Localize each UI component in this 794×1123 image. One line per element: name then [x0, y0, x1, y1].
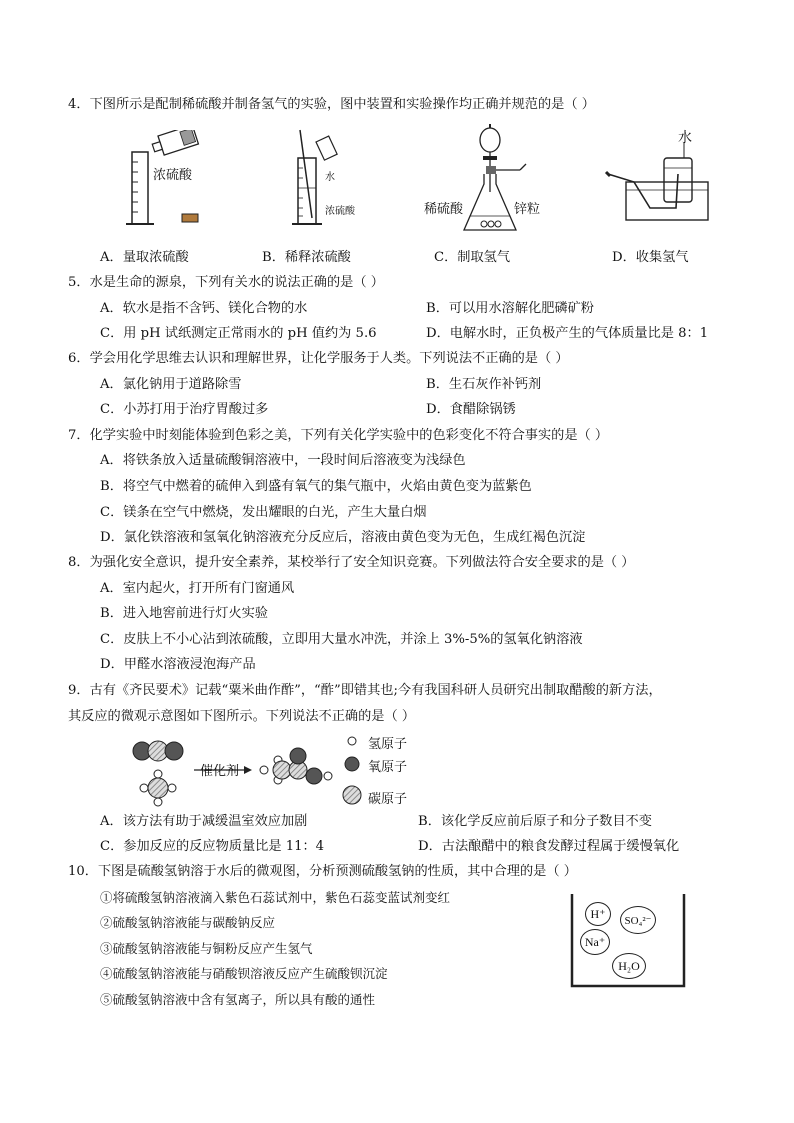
q10-item-4: ④硫酸氢钠溶液能与硝酸钡溶液反应产生硫酸钡沉淀 — [100, 966, 388, 981]
q7-option-b: B．将空气中燃着的硫伸入到盛有氧气的集气瓶中，火焰由黄色变为蓝紫色 — [100, 479, 532, 494]
q10-ion-h: H⁺ — [585, 902, 611, 926]
q9-option-a: A．该方法有助于减缓温室效应加剧 — [100, 814, 308, 829]
q4-label-conc-acid-small: 浓硫酸 — [325, 206, 355, 217]
q6-option-b: B．生石灰作补钙剂 — [426, 377, 542, 392]
q6-option-a: A．氯化钠用于道路除雪 — [100, 377, 242, 392]
q7-option-a: A．将铁条放入适量硫酸铜溶液中，一段时间后溶液变为浅绿色 — [100, 453, 466, 468]
q7-stem: 7．化学实验中时刻能体验到色彩之美，下列有关化学实验中的色彩变化不符合事实的是（ ） — [68, 428, 609, 443]
q10-item-3: ③硫酸氢钠溶液能与铜粉反应产生氢气 — [100, 941, 313, 956]
q4-stem: 4．下图所示是配制稀硫酸并制备氢气的实验，图中装置和实验操作均正确并规范的是（ ） — [68, 97, 595, 112]
q4-label-conc-acid: 浓硫酸 — [153, 168, 193, 183]
q9-stem-line1: 9．古有《齐民要术》记载“粟米曲作酢”，“酢”即错其也;今有我国科研人员研究出制取醋酸的新方法， — [68, 683, 662, 698]
q9-legend-symbols — [340, 733, 364, 809]
q4-figure-d — [604, 124, 714, 234]
q10-ion-so4: SO₄²⁻ — [620, 906, 656, 934]
q9-option-b: B．该化学反应前后原子和分子数目不变 — [418, 814, 652, 829]
q10-item-2: ②硫酸氢钠溶液能与碳酸钠反应 — [100, 915, 276, 930]
q10-item-5: ⑤硫酸氢钠溶液中含有氢离子，所以具有酸的通性 — [100, 992, 376, 1007]
q6-stem: 6．学会用化学思维去认识和理解世界，让化学服务于人类。下列说法不正确的是（ ） — [68, 351, 569, 366]
q8-option-b: B．进入地窖前进行灯火实验 — [100, 606, 268, 621]
q4-label-water2: 水 — [678, 130, 692, 146]
q8-stem: 8．为强化安全意识，提升安全素养，某校举行了安全知识竞赛。下列做法符合安全要求的是（ ） — [68, 555, 635, 570]
q5-stem: 5．水是生命的源泉，下列有关水的说法正确的是（ ） — [68, 275, 384, 290]
q8-option-a: A．室内起火，打开所有门窗通风 — [100, 581, 295, 596]
q7-option-c: C．镁条在空气中燃烧，发出耀眼的白光，产生大量白烟 — [100, 505, 427, 520]
q9-option-c: C．参加反应的反应物质量比是 11：4 — [100, 839, 325, 854]
q9-legend-hydrogen: 氢原子 — [368, 737, 408, 752]
q4-option-a: A．量取浓硫酸 — [100, 250, 189, 265]
q4-option-c: C．制取氢气 — [434, 250, 511, 265]
q5-option-c: C．用 pH 试纸测定正常雨水的 pH 值约为 5.6 — [100, 326, 377, 341]
q9-stem-line2: 其反应的微观示意图如下图所示。下列说法不正确的是（ ） — [68, 709, 416, 724]
q10-item-1: ①将硫酸氢钠溶液滴入紫色石蕊试剂中，紫色石蕊变蓝试剂变红 — [100, 890, 451, 905]
q4-option-d: D．收集氢气 — [612, 250, 689, 265]
q10-ion-h2o: H₂O — [612, 953, 646, 979]
q4-option-b: B．稀释浓硫酸 — [262, 250, 351, 265]
q5-option-a: A．软水是指不含钙、镁化合物的水 — [100, 301, 308, 316]
q6-option-c: C．小苏打用于治疗胃酸过多 — [100, 402, 269, 417]
q8-option-c: C．皮肤上不小心沾到浓硫酸，立即用大量水冲洗，并涂上 3%-5%的氢氧化钠溶液 — [100, 632, 583, 647]
q9-legend-oxygen: 氧原子 — [368, 760, 408, 775]
q9-catalyst-label: 催化剂 — [200, 764, 240, 779]
q5-option-d: D．电解水时，正负极产生的气体质量比是 8：1 — [426, 326, 709, 341]
q4-label-zinc: 锌粒 — [514, 202, 541, 217]
q7-option-d: D．氯化铁溶液和氢氧化钠溶液充分反应后，溶液由黄色变为无色，生成红褐色沉淀 — [100, 530, 586, 545]
q4-label-water: 水 — [325, 172, 335, 183]
q10-stem: 10．下图是硫酸氢钠溶于水后的微观图，分析预测硫酸氢钠的性质，其中合理的是（ ） — [68, 864, 577, 879]
q8-option-d: D．甲醛水溶液浸泡海产品 — [100, 657, 256, 672]
q6-option-d: D．食醋除锅锈 — [426, 402, 516, 417]
q10-ion-na: Na⁺ — [580, 929, 610, 955]
q5-option-b: B．可以用水溶解化肥磷矿粉 — [426, 301, 594, 316]
q4-label-dilute-acid: 稀硫酸 — [424, 202, 464, 217]
q9-option-d: D．古法酿醋中的粮食发酵过程属于缓慢氧化 — [418, 839, 680, 854]
q4-figure-c — [450, 122, 550, 240]
q9-legend-carbon: 碳原子 — [368, 792, 408, 807]
